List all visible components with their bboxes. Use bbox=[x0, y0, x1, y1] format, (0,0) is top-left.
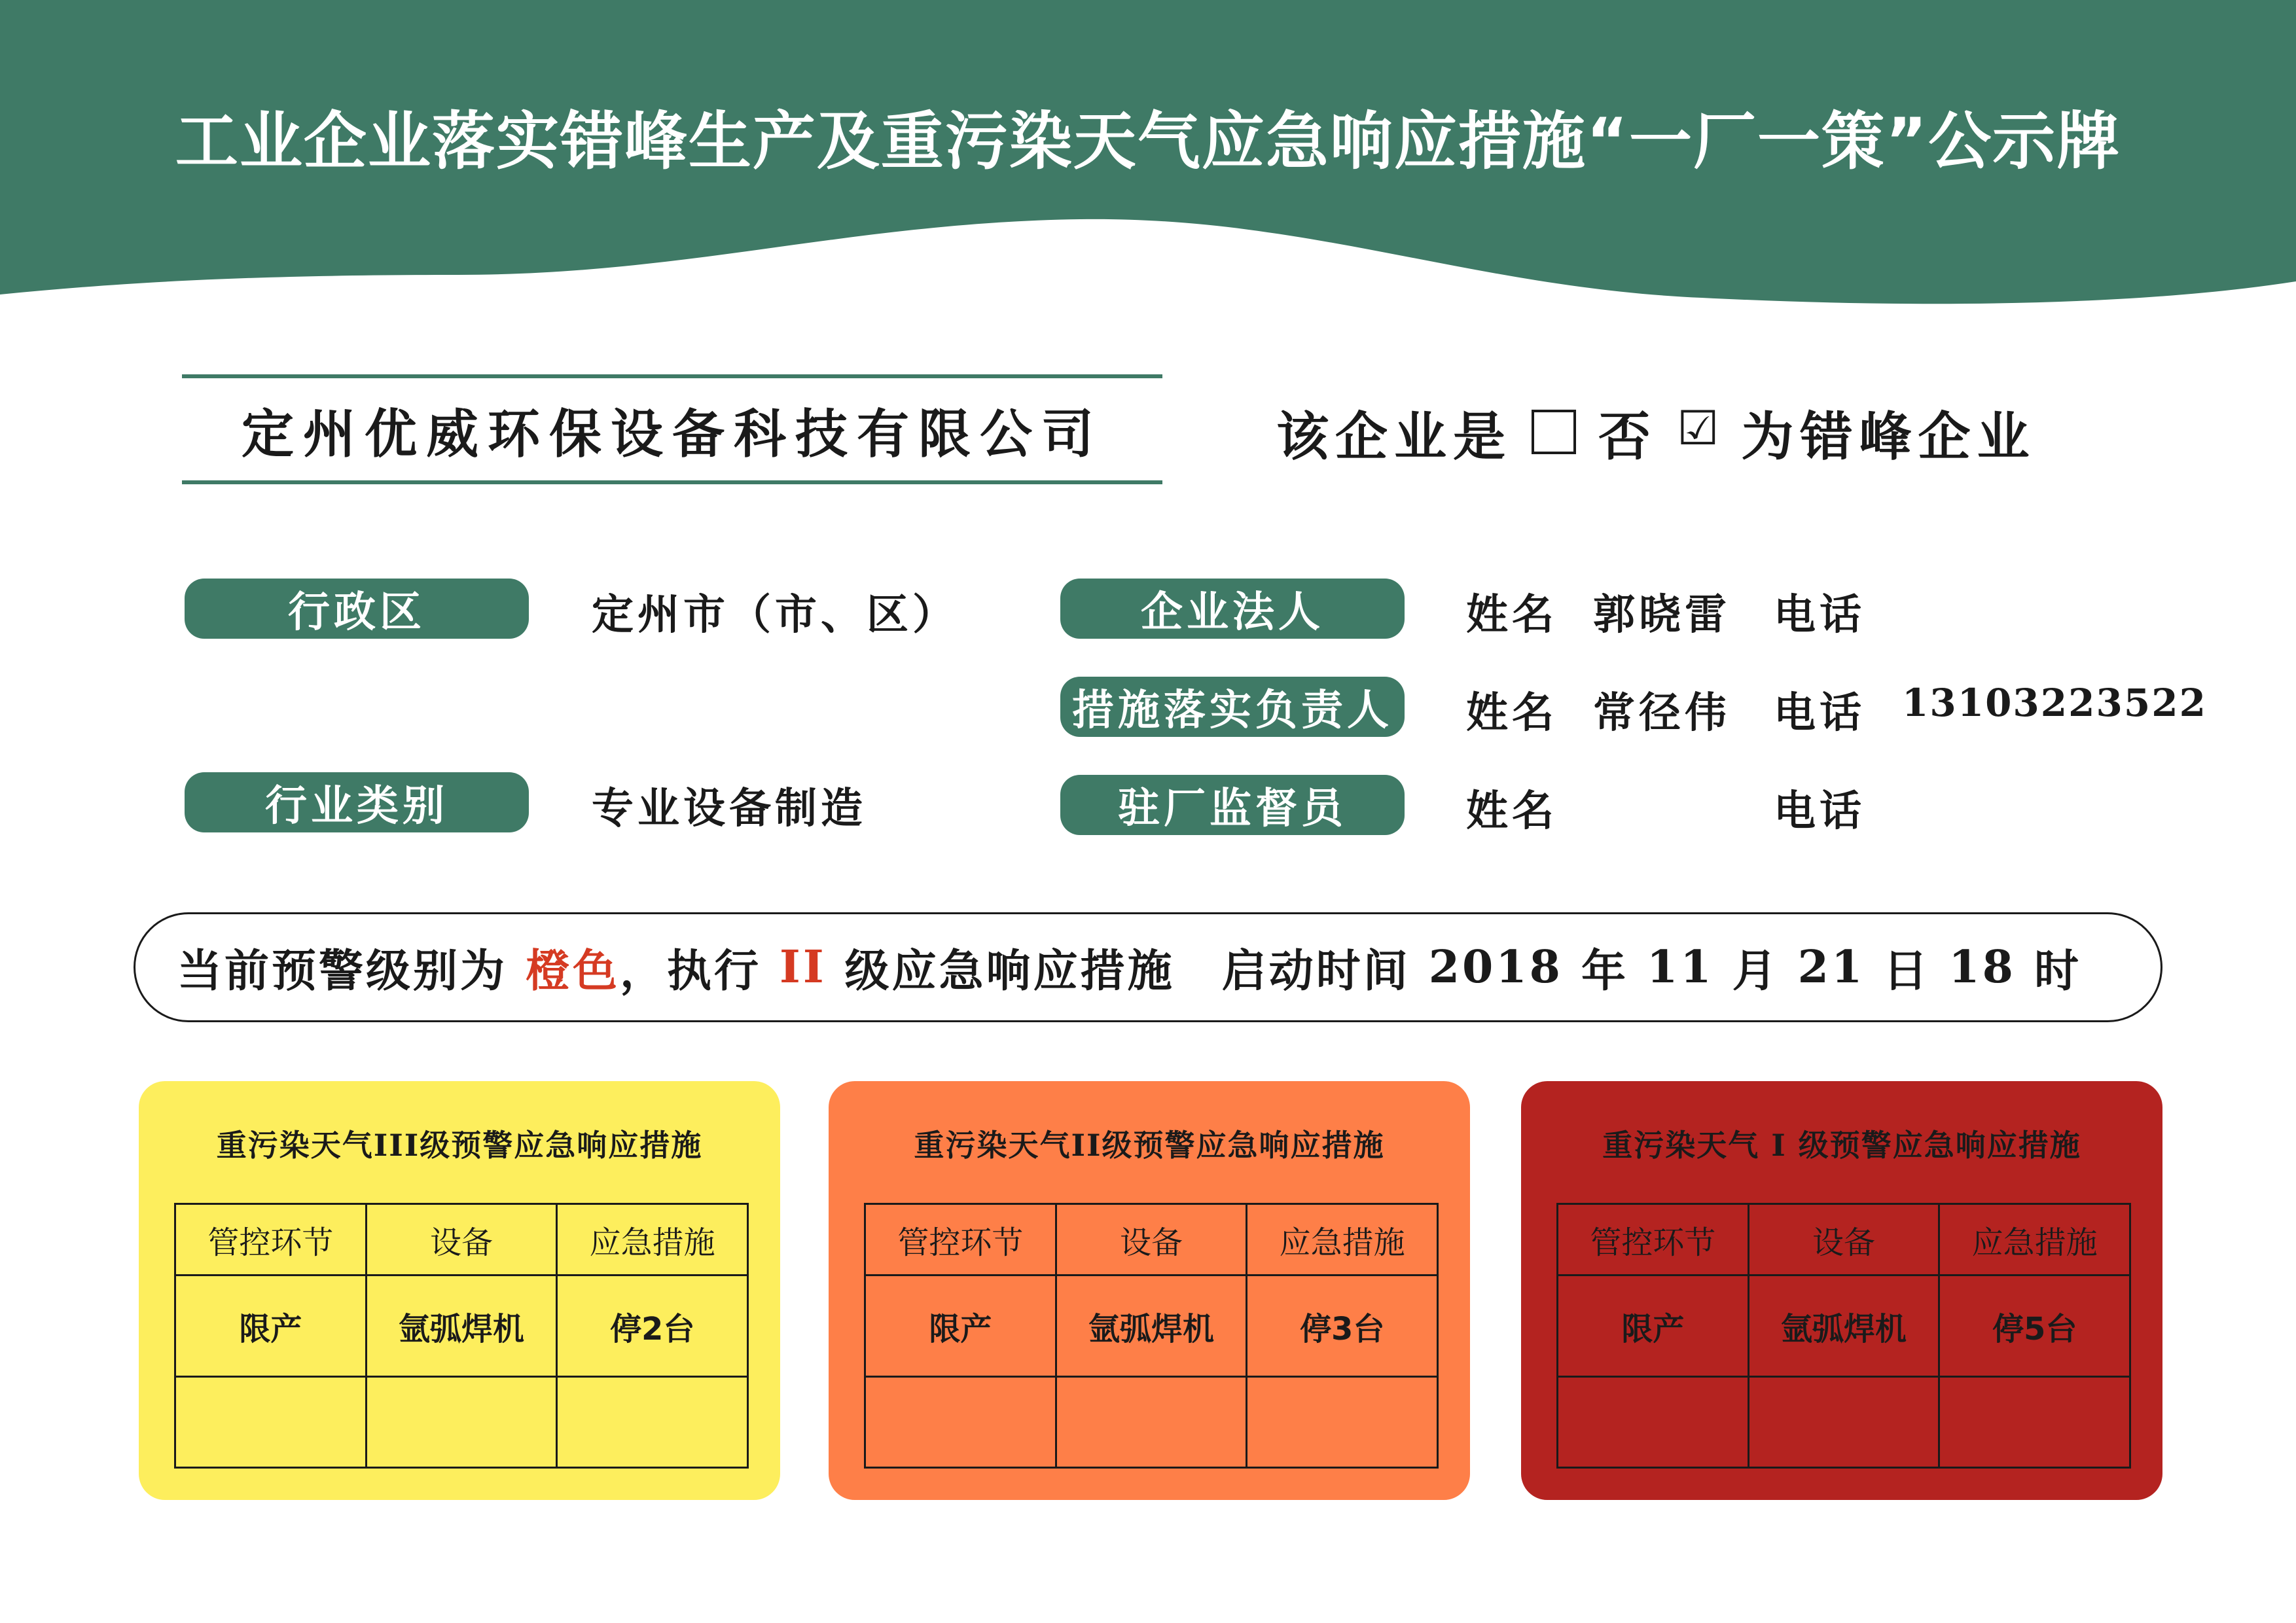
header-equipment: 设备 bbox=[366, 1204, 557, 1275]
start-year: 2018 bbox=[1428, 941, 1563, 993]
start-day: 21 bbox=[1797, 941, 1865, 993]
legal-phone-label: 电话 bbox=[1774, 590, 1865, 639]
cell-measure: 停3台 bbox=[1247, 1275, 1438, 1377]
company-name: 定州优威环保设备科技有限公司 bbox=[242, 402, 1103, 465]
empty-cell bbox=[1247, 1377, 1438, 1468]
start-time-label: 启动时间 bbox=[1221, 944, 1410, 997]
start-hour-unit: 时 bbox=[2034, 944, 2081, 997]
header-measure: 应急措施 bbox=[1939, 1204, 2130, 1275]
header-measure: 应急措施 bbox=[557, 1204, 748, 1275]
measures-table bbox=[864, 1203, 1439, 1469]
start-month-unit: 月 bbox=[1732, 944, 1780, 997]
page-title: 工业企业落实错峰生产及重污染天气应急响应措施“一厂一策”公示牌 bbox=[175, 105, 2121, 178]
panel-title: 重污染天气 I 级预警应急响应措施 bbox=[1602, 1128, 2081, 1163]
header-measure: 应急措施 bbox=[1247, 1204, 1438, 1275]
measures-leader-label: 措施落实负责人 bbox=[1060, 677, 1405, 737]
supervisor-name-label: 姓名 bbox=[1466, 787, 1558, 836]
panel-level-1 bbox=[1521, 1081, 2162, 1500]
supervisor-label: 驻厂监督员 bbox=[1060, 775, 1405, 835]
legal-name-value: 郭晓雷 bbox=[1593, 590, 1731, 639]
start-year-unit: 年 bbox=[1581, 944, 1628, 997]
no-checkbox[interactable] bbox=[1677, 401, 1719, 455]
header-control-stage: 管控环节 bbox=[1558, 1204, 1749, 1275]
measures-name-label: 姓名 bbox=[1466, 688, 1558, 738]
industry-value: 专业设备制造 bbox=[592, 784, 867, 833]
warning-grade-suffix: 级应急响应措施 bbox=[844, 944, 1175, 997]
empty-cell bbox=[175, 1377, 367, 1468]
cell-equipment: 氩弧焊机 bbox=[366, 1275, 557, 1377]
peak-status-prefix: 该企业是 bbox=[1276, 405, 1512, 467]
empty-cell bbox=[1748, 1377, 1939, 1468]
empty-cell bbox=[1939, 1377, 2130, 1468]
yes-checkbox[interactable] bbox=[1532, 410, 1576, 454]
peak-status-suffix: 为错峰企业 bbox=[1741, 405, 2036, 467]
legal-name-label: 姓名 bbox=[1466, 590, 1558, 639]
check-mark-icon: ☑ bbox=[1677, 401, 1719, 455]
empty-cell bbox=[557, 1377, 748, 1468]
measures-name-value: 常径伟 bbox=[1593, 688, 1731, 738]
cell-measure: 停2台 bbox=[557, 1275, 748, 1377]
cell-control-stage: 限产 bbox=[865, 1275, 1056, 1377]
start-hour: 18 bbox=[1948, 941, 2016, 993]
header-equipment: 设备 bbox=[1748, 1204, 1939, 1275]
header-control-stage: 管控环节 bbox=[175, 1204, 367, 1275]
empty-cell bbox=[366, 1377, 557, 1468]
no-label: 否 bbox=[1598, 405, 1657, 467]
empty-cell bbox=[1558, 1377, 1749, 1468]
cell-control-stage: 限产 bbox=[175, 1275, 367, 1377]
warning-grade: II bbox=[780, 941, 827, 993]
supervisor-phone-label: 电话 bbox=[1774, 787, 1865, 836]
start-month: 11 bbox=[1646, 941, 1714, 993]
cell-equipment: 氩弧焊机 bbox=[1056, 1275, 1247, 1377]
panel-title: 重污染天气III级预警应急响应措施 bbox=[216, 1128, 703, 1163]
header-control-stage: 管控环节 bbox=[865, 1204, 1056, 1275]
measures-table bbox=[174, 1203, 749, 1469]
legal-person-label: 企业法人 bbox=[1060, 579, 1405, 639]
panel-level-3 bbox=[139, 1081, 780, 1500]
measures-phone-value: 13103223522 bbox=[1902, 681, 2207, 725]
panel-title: 重污染天气II级预警应急响应措施 bbox=[914, 1128, 1385, 1163]
warning-execute: ，执行 bbox=[620, 944, 762, 997]
measures-table bbox=[1556, 1203, 2131, 1469]
warning-prefix: 当前预警级别为 bbox=[177, 944, 508, 997]
measures-phone-label: 电话 bbox=[1774, 688, 1865, 738]
peak-status-line bbox=[1276, 393, 2036, 471]
warning-level: 橙色 bbox=[526, 944, 620, 997]
header-equipment: 设备 bbox=[1056, 1204, 1247, 1275]
company-name-box bbox=[182, 374, 1162, 484]
empty-cell bbox=[1056, 1377, 1247, 1468]
cell-equipment: 氩弧焊机 bbox=[1748, 1275, 1939, 1377]
district-label: 行政区 bbox=[185, 579, 529, 639]
cell-control-stage: 限产 bbox=[1558, 1275, 1749, 1377]
warning-bar bbox=[134, 912, 2162, 1022]
industry-label: 行业类别 bbox=[185, 772, 529, 832]
district-value: 定州市（市、区） bbox=[592, 590, 958, 639]
start-day-unit: 日 bbox=[1883, 944, 1931, 997]
cell-measure: 停5台 bbox=[1939, 1275, 2130, 1377]
panel-level-2 bbox=[829, 1081, 1470, 1500]
empty-cell bbox=[865, 1377, 1056, 1468]
